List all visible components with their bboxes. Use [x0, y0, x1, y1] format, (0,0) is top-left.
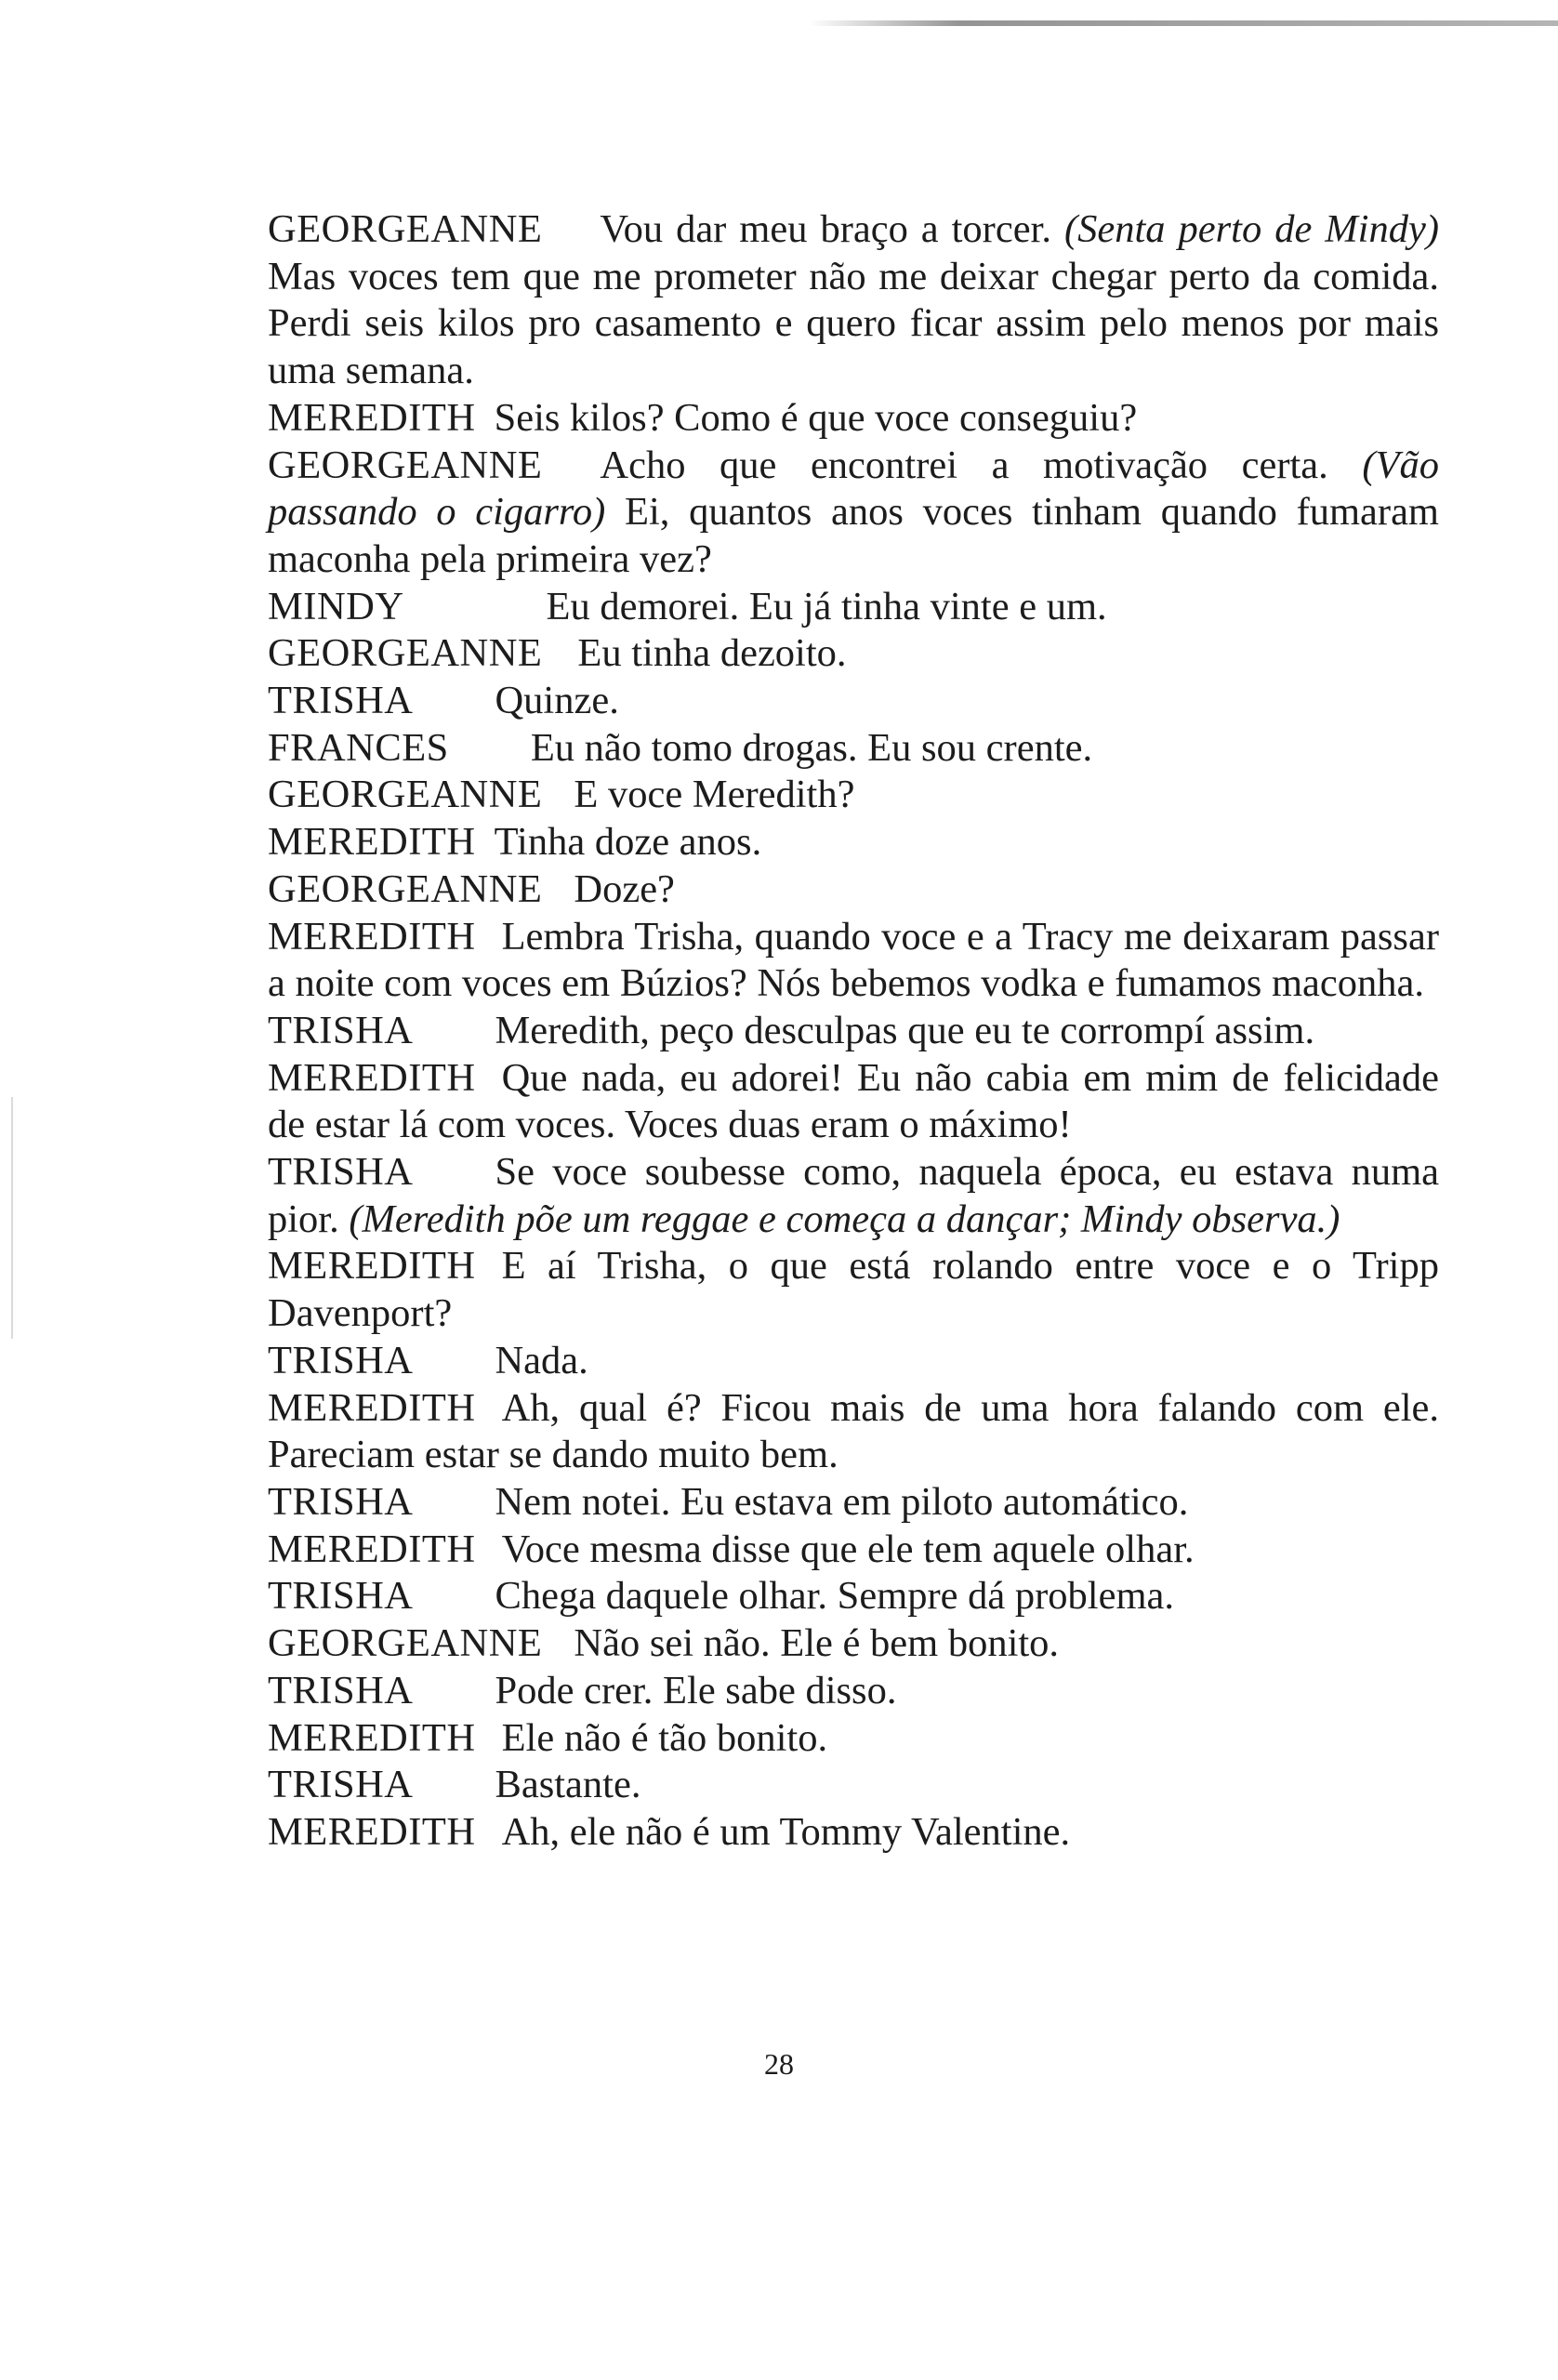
speaker-name: MEREDITH [268, 1715, 476, 1760]
speaker-name: TRISHA [268, 1763, 414, 1807]
dialogue-text: Vou dar meu braço a torcer. [600, 207, 1064, 251]
dialogue-text: Lembra Trisha, quando voce e a Tracy me deixaram passar a noite com voces em Búzios? Nós bebemos vodka e fumamos maconha. [268, 914, 1439, 1006]
speaker-name: GEORGEANNE [268, 866, 543, 911]
scan-margin-mark [11, 1097, 13, 1339]
dialogue-text: Pode crer. Ele sabe disso. [495, 1668, 897, 1712]
scan-edge-shadow [809, 20, 1558, 26]
dialogue-entry [268, 1008, 1439, 1055]
dialogue-entry [268, 1479, 1439, 1527]
dialogue-entry [268, 1385, 1439, 1479]
speaker-name: TRISHA [268, 1479, 414, 1524]
dialogue-text: Doze? [574, 866, 675, 911]
dialogue-text: Ah, qual é? Ficou mais de uma hora falando com ele. Pareciam estar se dando muito bem. [268, 1385, 1439, 1477]
dialogue-entry [268, 1620, 1439, 1668]
dialogue-entry [268, 1055, 1439, 1149]
dialogue-text: Não sei não. Ele é bem bonito. [574, 1621, 1060, 1666]
speaker-name: FRANCES [268, 725, 449, 770]
dialogue-text: Seis kilos? Como é que voce conseguiu? [494, 395, 1138, 440]
dialogue-entry [268, 1809, 1439, 1857]
dialogue-entry [268, 1668, 1439, 1715]
dialogue-entry [268, 1573, 1439, 1620]
dialogue-text: Se voce soubesse como, naquela época, eu estava numa pior. [268, 1150, 1439, 1241]
dialogue-text: Que nada, eu adorei! Eu não cabia em mim de felicidade de estar lá com voces. Voces duas eram o máximo! [268, 1055, 1439, 1147]
dialogue-list [268, 206, 1439, 1857]
dialogue-entry [268, 584, 1439, 631]
dialogue-text: Ah, ele não é um Tommy Valentine. [501, 1809, 1071, 1854]
stage-direction: (Senta perto de Mindy) [1063, 207, 1439, 251]
stage-direction: (Meredith põe um reggae e começa a dançar; Mindy observa.) [349, 1197, 1340, 1241]
speaker-name: MEREDITH [268, 1385, 476, 1430]
speaker-name: GEORGEANNE [268, 443, 543, 487]
speaker-name: MEREDITH [268, 1244, 476, 1289]
speaker-name: GEORGEANNE [268, 1621, 543, 1666]
stage-direction: (Vão passando o cigarro) [268, 443, 1439, 535]
dialogue-text: Bastante. [495, 1763, 641, 1807]
dialogue-entry [268, 866, 1439, 914]
dialogue-text: Meredith, peço desculpas que eu te corrompí assim. [495, 1008, 1315, 1052]
speaker-name: TRISHA [268, 1150, 414, 1195]
speaker-name: MEREDITH [268, 914, 476, 959]
dialogue-text: Nem notei. Eu estava em piloto automático. [495, 1479, 1189, 1524]
speaker-name: TRISHA [268, 1574, 414, 1619]
dialogue-text: Nada. [495, 1338, 588, 1382]
dialogue-entry [268, 1527, 1439, 1574]
dialogue-entry [268, 443, 1439, 584]
dialogue-text: Mas voces tem que me prometer não me deixar chegar perto da comida. Perdi seis kilos pro casamento e quero ficar assim pelo menos por mais uma semana. [268, 254, 1439, 393]
dialogue-text: Quinze. [495, 679, 619, 723]
dialogue-entry [268, 678, 1439, 725]
dialogue-text: E aí Trisha, o que está rolando entre voce e o Tripp Davenport? [268, 1244, 1439, 1336]
dialogue-entry [268, 819, 1439, 866]
speaker-name: TRISHA [268, 1668, 414, 1712]
speaker-name: MINDY [268, 584, 404, 628]
speaker-name: GEORGEANNE [268, 773, 543, 817]
dialogue-entry [268, 725, 1439, 773]
dialogue-text: Chega daquele olhar. Sempre dá problema. [495, 1574, 1174, 1619]
dialogue-entry [268, 1338, 1439, 1385]
dialogue-text: E voce Meredith? [574, 773, 855, 817]
speaker-name: MEREDITH [268, 820, 476, 865]
dialogue-text: Eu tinha dezoito. [577, 631, 847, 676]
dialogue-entry [268, 1243, 1439, 1337]
dialogue-entry [268, 772, 1439, 819]
dialogue-entry [268, 630, 1439, 678]
dialogue-text: Eu demorei. Eu já tinha vinte e um. [546, 584, 1107, 628]
speaker-name: GEORGEANNE [268, 207, 543, 251]
speaker-name: MEREDITH [268, 1055, 476, 1100]
dialogue-text: Ei, quantos anos voces tinham quando fumaram maconha pela primeira vez? [268, 490, 1439, 581]
page-number: 28 [764, 2047, 794, 2081]
speaker-name: GEORGEANNE [268, 631, 543, 676]
speaker-name: MEREDITH [268, 1527, 476, 1571]
dialogue-entry [268, 1149, 1439, 1243]
speaker-name: TRISHA [268, 1338, 414, 1382]
dialogue-entry [268, 914, 1439, 1008]
dialogue-text: Acho que encontrei a motivação certa. [600, 443, 1363, 487]
dialogue-entry [268, 395, 1439, 443]
dialogue-entry [268, 206, 1439, 395]
dialogue-text: Eu não tomo drogas. Eu sou crente. [530, 725, 1093, 770]
dialogue-entry [268, 1715, 1439, 1763]
dialogue-entry [268, 1762, 1439, 1809]
speaker-name: TRISHA [268, 679, 414, 723]
speaker-name: MEREDITH [268, 395, 476, 440]
speaker-name: MEREDITH [268, 1809, 476, 1854]
speaker-name: TRISHA [268, 1008, 414, 1052]
dialogue-text: Ele não é tão bonito. [501, 1715, 828, 1760]
script-page-body [268, 206, 1439, 1857]
dialogue-text: Tinha doze anos. [494, 820, 762, 865]
dialogue-text: Voce mesma disse que ele tem aquele olhar. [501, 1527, 1195, 1571]
